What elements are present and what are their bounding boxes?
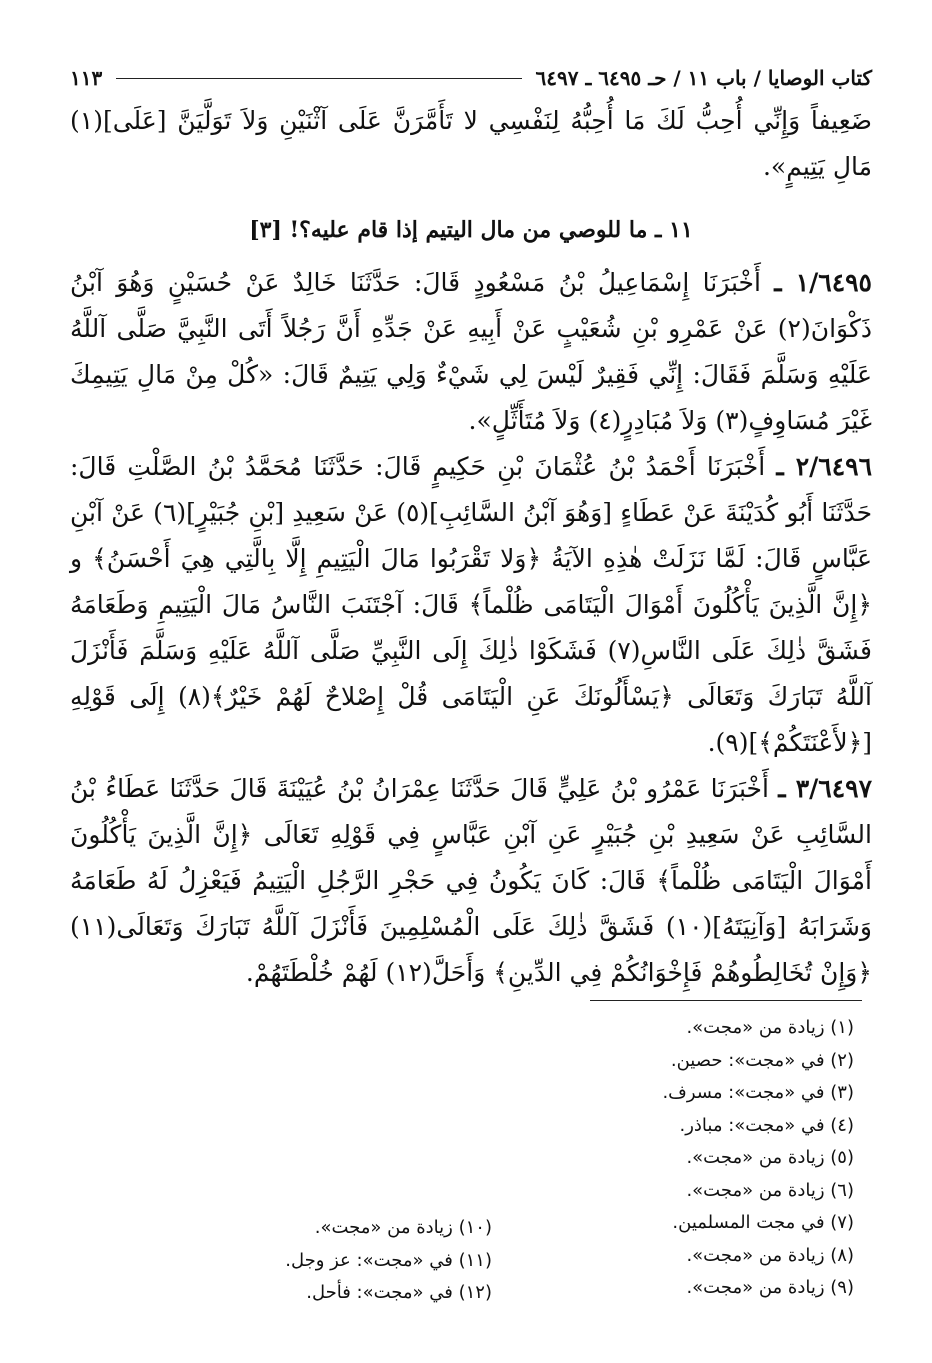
footnote-separator bbox=[590, 1000, 862, 1001]
footnote: (٥) زيادة من «مجت». bbox=[686, 1147, 854, 1168]
footnotes-right-column bbox=[662, 1012, 854, 1305]
section-title: ١١ ـ ما للوصي من مال اليتيم إذا قام عليه؟! [٣] bbox=[249, 217, 693, 243]
footnote: (١٠) زيادة من «مجت». bbox=[314, 1217, 492, 1238]
footnote: (٦) زيادة من «مجت». bbox=[686, 1179, 854, 1201]
book-page bbox=[70, 58, 872, 996]
footnote: (١١) في «مجت»: عز وجل. bbox=[285, 1249, 492, 1271]
hadith-paragraph bbox=[70, 260, 872, 444]
header-rule bbox=[116, 78, 521, 79]
hadith-text: أَخْبَرَنَا أَحْمَدُ بْنُ عُثْمَانَ بْنِ حَكِيمٍ قَالَ: حَدَّثَنَا مُحَمَّدُ بْنُ الصَّلْتِ قَالَ: حَدَّثَنَا أَبُو كُدَيْنَةَ عَنْ عَطَاءٍ [وَهُوَ آبْنُ السَّائِبِ](٥) عَنْ سَعِيدِ [بْنِ جُبَيْرٍ](٦) عَنْ آبْنِ عَبَّاسٍ قَالَ: لَمَّا نَزَلَتْ هٰذِهِ الآيَةُ ﴿وَلا تَقْرَبُوا مَالَ الْيَتِيمِ إِلَّا بِالَّتِي هِيَ أَحْسَنُ﴾ و ﴿إِنَّ الَّذِينَ يَأْكُلُونَ أَمْوَالَ الْيَتَامَى ظُلْماً﴾ قَالَ: آجْتَنَبَ النَّاسُ مَالَ الْيَتِيمِ وَطَعَامَهُ فَشَقَّ ذٰلِكَ عَلَى النَّاسِ(٧) فَشَكَوْا ذٰلِكَ إِلَى النَّبِيِّ صَلَّى آللَّهُ عَلَيْهِ وَسَلَّمَ فَأَنْزَلَ آللَّهُ تَبَارَكَ وَتَعَالَى ﴿يَسْأَلُونَكَ عَنِ الْيَتَامَى قُلْ إِصْلاحٌ لَهُمْ خَيْرٌ﴾(٨) إِلَى قَوْلِهِ [﴿لأَعْنَتَكُمْ﴾](٩). bbox=[70, 452, 873, 757]
hadith-number: ٣/٦٤٩٧ ـ bbox=[778, 774, 873, 803]
hadith-text: أَخْبَرَنَا عَمْرُو بْنُ عَلِيٍّ قَالَ حَدَّثَنَا عِمْرَانُ بْنُ عُيَيْنَةَ قَالَ حَدَّثَنَا عَطَاءُ بْنُ السَّائِبِ عَنْ سَعِيدِ بْنِ جُبَيْرٍ عَنِ آبْنِ عَبَّاسٍ فِي قَوْلِهِ تَعَالَى ﴿إِنَّ الَّذِينَ يَأْكُلُونَ أَمْوَالَ الْيَتَامَى ظُلْماً﴾ قَالَ: كَانَ يَكُونُ فِي حَجْرِ الرَّجُلِ الْيَتِيمُ فَيَعْزِلُ لَهُ طَعَامَهُ وَشَرَابَهُ [وَآنِيَتَهُ](١٠) فَشَقَّ ذٰلِكَ عَلَى الْمُسْلِمِينَ فَأَنْزَلَ آللَّهُ تَبَارَكَ وَتَعَالَى(١١) ﴿وَإِنْ تُخَالِطُوهُمْ فَإِخْوَانُكُمْ فِي الدِّينِ﴾ وَأَحَلَّ(١٢) لَهُمْ خُلْطَتَهُمْ. bbox=[70, 774, 873, 987]
hadith-number: ٢/٦٤٩٦ ـ bbox=[776, 452, 873, 481]
footnote: (٧) في مجت المسلمين. bbox=[672, 1212, 854, 1233]
footnote: (٩) زيادة من «مجت». bbox=[686, 1277, 854, 1298]
footnote: (١٢) في «مجت»: فأحل. bbox=[306, 1282, 492, 1303]
hadith-paragraph bbox=[70, 444, 872, 766]
page-number: ١١٣ bbox=[70, 66, 103, 90]
hadith-number: ١/٦٤٩٥ ـ bbox=[774, 268, 872, 297]
header-title: كتاب الوصايا / باب ١١ / حـ ٦٤٩٥ ـ ٦٤٩٧ bbox=[535, 66, 872, 90]
hadith-text: أَخْبَرَنَا إِسْمَاعِيلُ بْنُ مَسْعُودٍ قَالَ: حَدَّثَنَا خَالِدٌ عَنْ حُسَيْنٍ وَهُوَ آبْنُ ذَكْوَانَ(٢) عَنْ عَمْرِو بْنِ شُعَيْبٍ عَنْ أَبِيهِ عَنْ جَدِّهِ أَنَّ رَجُلاً أَتَى النَّبِيَّ صَلَّى آللَّهُ عَلَيْهِ وَسَلَّمَ فَقَالَ: إِنِّي فَقِيرٌ لَيْسَ لِي شَيْءٌ وَلِي يَتِيمٌ قَالَ: «كُلْ مِنْ مَالِ يَتِيمِكَ غَيْرَ مُسَاوِفٍ(٣) وَلاَ مُبَادِرٍ(٤) وَلاَ مُتَأَثِّلٍ». bbox=[70, 268, 872, 435]
footnote: (١) زيادة من «مجت». bbox=[686, 1017, 854, 1038]
footnote: (٢) في «مجت»: حصين. bbox=[670, 1049, 854, 1071]
running-header bbox=[70, 58, 872, 98]
footnote: (٣) في «مجت»: مسرف. bbox=[662, 1082, 854, 1103]
intro-paragraph: ضَعِيفاً وَإِنِّي أُحِبُّ لَكَ مَا أُحِبُّهُ لِنَفْسِي لا تَأَمَّرَنَّ عَلَى آثْنَيْنِ وَلاَ تَوَلَّيَنَّ [عَلَى](١) مَالِ يَتِيمٍ». bbox=[70, 106, 872, 181]
footnote: (٤) في «مجت»: مباذر. bbox=[679, 1114, 854, 1136]
footnote: (٨) زيادة من «مجت». bbox=[686, 1244, 854, 1266]
footnotes-left-column bbox=[285, 1212, 492, 1310]
hadith-paragraph bbox=[70, 766, 872, 996]
